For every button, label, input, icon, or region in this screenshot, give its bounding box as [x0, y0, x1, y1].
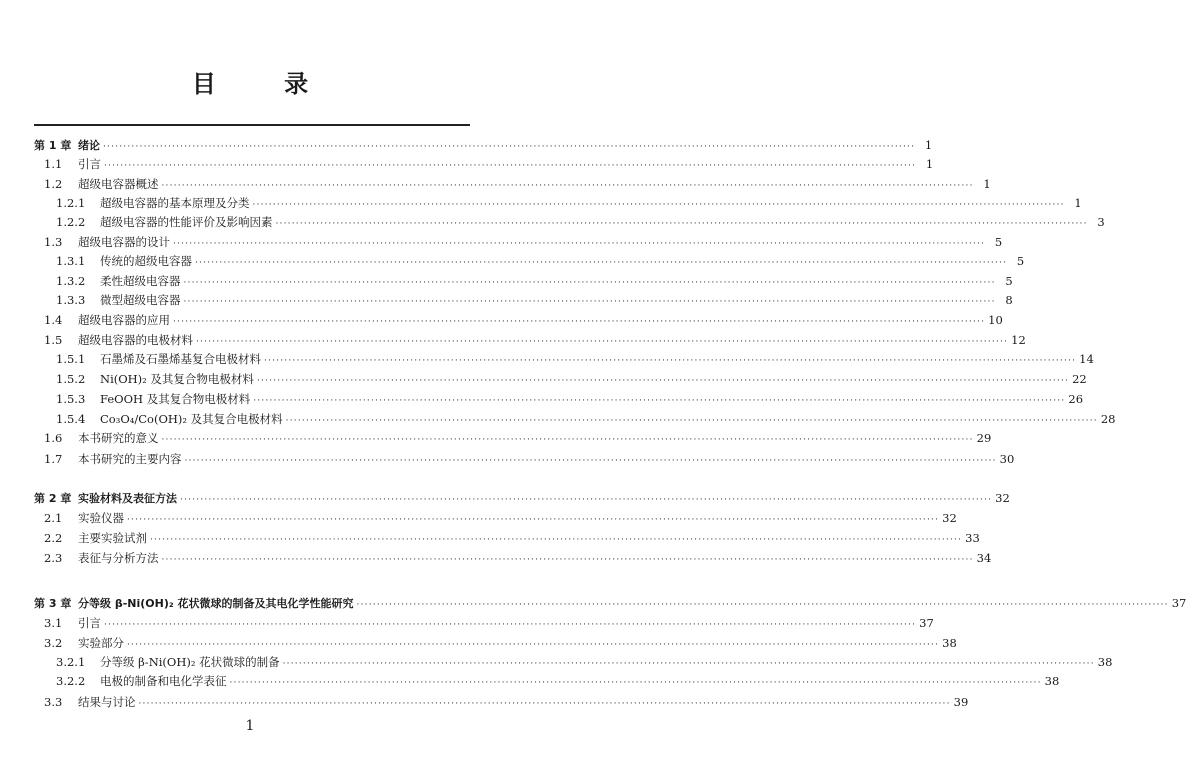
toc-entry-title: Ni(OH)₂ 及其复合物电极材料: [100, 372, 254, 386]
toc-page-number: 12: [1011, 333, 1026, 347]
toc-chapter-entry: [34, 594, 1186, 612]
toc-entry-title: 分等级 β-Ni(OH)₂ 花状微球的制备: [100, 655, 280, 669]
toc-entry: [44, 509, 957, 527]
toc-entry-title: 超级电容器的性能评价及影响因素: [100, 215, 273, 229]
toc-entry: [56, 410, 1116, 428]
toc-dot-leader: ········································································································································································································: [173, 317, 986, 327]
toc-page-number: 1: [925, 157, 934, 171]
toc-entry-title: 柔性超级电容器: [100, 274, 181, 288]
toc-entry: [44, 450, 1015, 468]
toc-dot-leader: ········································································································································································································: [195, 258, 1008, 268]
toc-entry-number: 1.5.3: [56, 392, 86, 406]
toc-entry-title: 超级电容器的电极材料: [78, 333, 193, 347]
toc-entry-title: FeOOH 及其复合物电极材料: [100, 392, 251, 406]
toc-dot-leader: ········································································································································································································: [127, 515, 940, 525]
toc-entry-number: 第 1 章: [34, 139, 72, 152]
toc-dot-leader: ········································································································································································································: [285, 416, 1098, 426]
toc-entry: [44, 614, 934, 632]
toc-entry-number: 3.2.1: [56, 655, 86, 669]
toc-page-number: 5: [1005, 274, 1013, 288]
toc-page-number: 30: [999, 452, 1015, 466]
toc-entry-number: 1.1: [44, 157, 63, 171]
toc-entry-number: 1.7: [44, 452, 63, 466]
toc-dot-leader: ········································································································································································································: [256, 376, 1070, 386]
toc-dot-leader: ········································································································································································································: [127, 640, 940, 650]
toc-entry-title: 本书研究的主要内容: [78, 452, 182, 466]
page-number: 1: [245, 718, 255, 734]
toc-entry-number: 1.5.2: [56, 372, 86, 386]
toc-entry: [56, 194, 1082, 212]
toc-page-number: 14: [1079, 352, 1094, 366]
toc-entry-title: 本书研究的意义: [78, 431, 159, 445]
toc-entry: [44, 233, 1003, 251]
toc-chapter-entry: [34, 136, 933, 154]
toc-dot-leader: ········································································································································································································: [180, 495, 993, 505]
toc-entry-title: 引言: [78, 616, 101, 630]
toc-page-number: 38: [1097, 655, 1113, 669]
toc-entry-title: 分等级 β-Ni(OH)₂ 花状微球的制备及其电化学性能研究: [78, 597, 354, 610]
toc-entry: [56, 672, 1060, 690]
toc-page-number: 33: [965, 531, 980, 545]
toc-dot-leader: ········································································································································································································: [253, 396, 1066, 406]
toc-entry-number: 3.3: [44, 695, 63, 709]
toc-page-number: 26: [1068, 392, 1084, 406]
toc-page-number: 8: [1005, 293, 1013, 307]
toc-entry-number: 3.1: [44, 616, 63, 630]
toc-entry-title: 结果与讨论: [78, 695, 136, 709]
toc-page-number: 28: [1100, 412, 1116, 426]
toc-entry: [44, 175, 991, 193]
toc-page-number: 1: [1074, 196, 1082, 210]
toc-dot-leader: ········································································································································································································: [173, 239, 986, 249]
toc-entry-number: 1.4: [44, 313, 63, 327]
toc-entry-number: 2.3: [44, 551, 63, 565]
toc-page-number: 32: [942, 511, 957, 525]
toc-entry: [44, 429, 992, 447]
toc-page-number: 39: [953, 695, 969, 709]
toc-entry-title: 传统的超级电容器: [100, 254, 192, 268]
toc-dot-leader: ········································································································································································································: [282, 659, 1095, 669]
toc-dot-leader: ········································································································································································································: [183, 297, 996, 307]
toc-entry: [56, 272, 1013, 290]
toc-entry: [56, 653, 1113, 671]
toc-entry: [44, 693, 969, 711]
toc-entry-number: 1.3: [44, 235, 63, 249]
toc-dot-leader: ········································································································································································································: [138, 699, 951, 709]
toc-entry-title: 超级电容器概述: [78, 177, 159, 191]
toc-dot-leader: ········································································································································································································: [150, 535, 963, 545]
toc-entry-title: Co₃O₄/Co(OH)₂ 及其复合电极材料: [100, 412, 283, 426]
toc-entry: [56, 213, 1105, 231]
toc-dot-leader: ········································································································································································································: [161, 181, 974, 191]
toc-dot-leader: ········································································································································································································: [264, 356, 1077, 366]
toc-entry-title: 绪论: [78, 139, 100, 152]
toc-entry: [44, 331, 1026, 349]
toc-page-number: 1: [924, 138, 933, 152]
toc-entry-title: 引言: [78, 157, 101, 171]
toc-entry-number: 1.5.4: [56, 412, 86, 426]
toc-entry-title: 石墨烯及石墨烯基复合电极材料: [100, 352, 261, 366]
toc-entry-number: 第 2 章: [34, 492, 72, 505]
toc-dot-leader: ········································································································································································································: [184, 456, 997, 466]
toc-entry: [44, 634, 957, 652]
toc-entry-number: 第 3 章: [34, 597, 72, 610]
toc-entry-title: 超级电容器的应用: [78, 313, 170, 327]
toc-entry: [56, 252, 1025, 270]
toc-page-number: 10: [988, 313, 1003, 327]
toc-entry-title: 电极的制备和电化学表征: [100, 674, 227, 688]
toc-entry: [44, 549, 992, 567]
toc-dot-leader: ········································································································································································································: [229, 678, 1042, 688]
toc-entry-number: 3.2: [44, 636, 63, 650]
toc-dot-leader: ········································································································································································································: [161, 555, 974, 565]
toc-entry-title: 超级电容器的设计: [78, 235, 170, 249]
toc-entry: [44, 155, 934, 173]
toc-entry-number: 1.2.2: [56, 215, 86, 229]
toc-dot-leader: ········································································································································································································: [356, 600, 1169, 610]
toc-entry-number: 1.3.2: [56, 274, 86, 288]
toc-entry-number: 1.6: [44, 431, 63, 445]
toc-entry-title: 表征与分析方法: [78, 551, 159, 565]
toc-dot-leader: ········································································································································································································: [196, 337, 1009, 347]
toc-entry-title: 实验仪器: [78, 511, 124, 525]
toc-page-number: 38: [1044, 674, 1060, 688]
toc-page-number: 38: [942, 636, 957, 650]
toc-entry-title: 微型超级电容器: [100, 293, 181, 307]
toc-entry-number: 1.5.1: [56, 352, 86, 366]
toc-entry-title: 实验材料及表征方法: [78, 492, 177, 505]
toc-entry: [56, 370, 1087, 388]
toc-dot-leader: ········································································································································································································: [161, 435, 974, 445]
toc-entry-number: 3.2.2: [56, 674, 86, 688]
page-title: 目 录: [191, 70, 339, 98]
toc-entry-title: 主要实验试剂: [78, 531, 147, 545]
toc-entry-number: 1.3.3: [56, 293, 86, 307]
toc-dot-leader: ········································································································································································································: [252, 200, 1065, 210]
toc-page-number: 29: [976, 431, 992, 445]
toc-dot-leader: ········································································································································································································: [104, 161, 917, 171]
toc-entry-number: 1.2: [44, 177, 63, 191]
toc-page-number: 5: [1016, 254, 1025, 268]
toc-entry-number: 2.1: [44, 511, 63, 525]
toc-entry-number: 1.2.1: [56, 196, 86, 210]
toc-page-number: 22: [1072, 372, 1087, 386]
toc-page-number: 37: [919, 616, 934, 630]
toc-dot-leader: ········································································································································································································: [104, 620, 917, 630]
toc-entry: [44, 529, 980, 547]
toc-page-number: 32: [995, 491, 1010, 505]
toc-page-number: 3: [1097, 215, 1105, 229]
toc-entry-number: 1.5: [44, 333, 63, 347]
toc-entry-title: 超级电容器的基本原理及分类: [100, 196, 250, 210]
toc-entry: [44, 311, 1003, 329]
toc-entry: [56, 291, 1013, 309]
toc-dot-leader: ········································································································································································································: [275, 219, 1088, 229]
toc-dot-leader: ········································································································································································································: [103, 142, 916, 152]
toc-page-number: 1: [983, 177, 991, 191]
toc-entry: [56, 390, 1084, 408]
toc-entry: [56, 350, 1094, 368]
toc-entry-number: 1.3.1: [56, 254, 86, 268]
toc-page-number: 34: [976, 551, 992, 565]
toc-page-number: 5: [994, 235, 1003, 249]
toc-dot-leader: ········································································································································································································: [183, 278, 996, 288]
toc-chapter-entry: [34, 489, 1010, 507]
toc-entry-title: 实验部分: [78, 636, 124, 650]
toc-page-number: 37: [1171, 596, 1186, 610]
toc-entry-number: 2.2: [44, 531, 63, 545]
